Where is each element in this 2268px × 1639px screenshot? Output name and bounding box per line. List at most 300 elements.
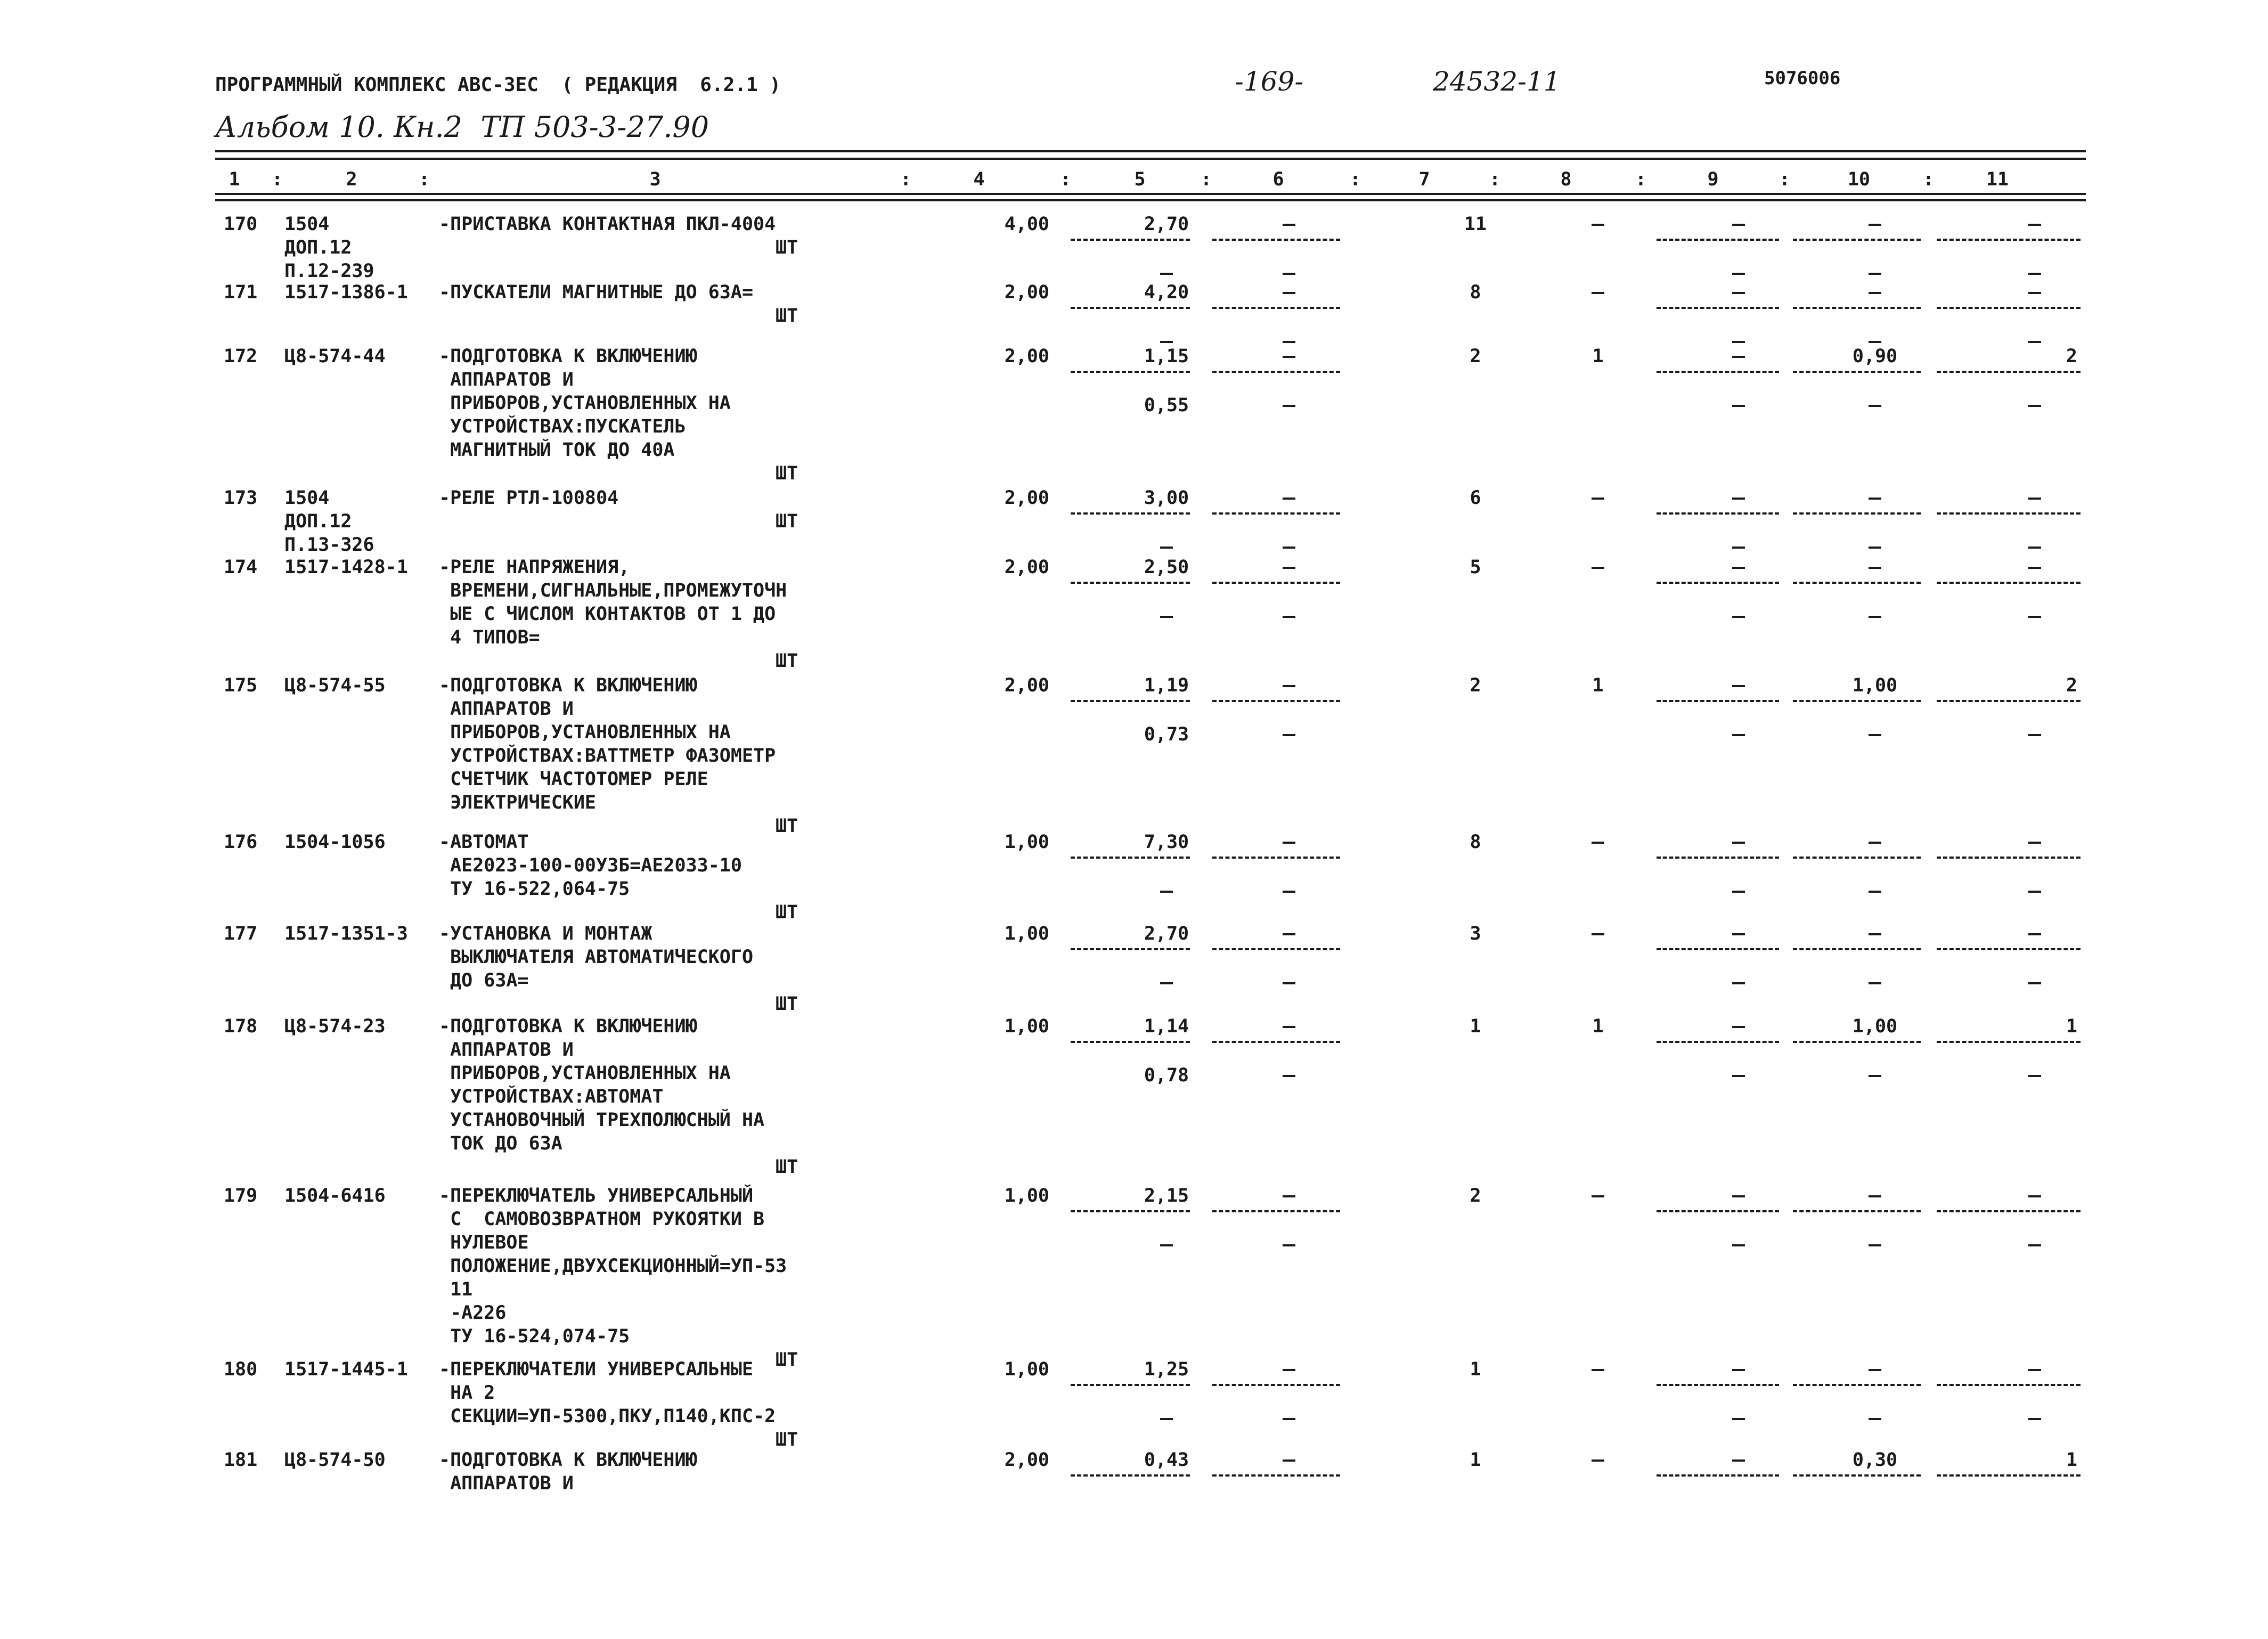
underline-col10 (1793, 239, 1921, 241)
underline-col5 (1071, 948, 1190, 950)
row-code: 1504-1056 (284, 831, 386, 853)
underline-col9 (1657, 948, 1779, 950)
underline-col5 (1071, 1041, 1190, 1043)
underline-col6 (1212, 700, 1340, 702)
col-header-10: 10 (1847, 169, 1871, 190)
row-col10-second-dash (1869, 1075, 1881, 1077)
underline-col11 (1937, 512, 2081, 515)
row-description: -ПРИСТАВКА КОНТАКТНАЯ ПКЛ-4004 (439, 214, 776, 235)
row-col8: 1 (1592, 346, 1604, 367)
row-code: 1517-1351-3 (284, 923, 408, 944)
col-header-1: 1 (229, 169, 240, 190)
underline-col6 (1212, 582, 1340, 584)
row-description: ДО 63А= (439, 970, 529, 991)
underline-col5 (1071, 371, 1190, 373)
row-col5-second-dash (1160, 1418, 1173, 1420)
row-col9-second-dash (1732, 891, 1745, 893)
row-number: 170 (224, 214, 258, 235)
row-col5: 2,15 (1144, 1185, 1189, 1206)
row-number: 178 (224, 1016, 258, 1037)
row-unit: ШТ (776, 816, 798, 837)
row-description: УСТРОЙСТВАХ:ВАТТМЕТР ФАЗОМЕТР (439, 745, 776, 767)
row-col5: 1,19 (1144, 675, 1189, 696)
underline-col10 (1793, 1474, 1921, 1477)
underline-col5 (1071, 239, 1190, 241)
row-description: НА 2 (439, 1382, 495, 1404)
underline-col10 (1793, 1041, 1921, 1043)
col-header-7: 7 (1418, 169, 1430, 190)
row-col5-second-dash (1160, 341, 1173, 343)
row-col5-second-dash (1160, 891, 1173, 893)
row-description: -УСТАНОВКА И МОНТАЖ (439, 923, 652, 944)
row-col11-second-dash (2028, 405, 2041, 407)
row-col6-second-dash (1283, 341, 1295, 343)
row-unit: ШТ (776, 902, 798, 923)
row-description: -ПОДГОТОВКА К ВКЛЮЧЕНИЮ (439, 346, 697, 367)
row-number: 179 (224, 1185, 258, 1206)
row-col9-dash (1732, 842, 1745, 844)
row-description: 11 (439, 1279, 473, 1300)
row-col6-second-dash (1283, 616, 1295, 618)
row-col8-dash (1592, 933, 1604, 935)
row-description: ТУ 16-522,064-75 (439, 878, 630, 900)
row-col11-dash (2028, 842, 2041, 844)
row-col6-second-dash (1283, 891, 1295, 893)
underline-col10 (1793, 1384, 1921, 1386)
underline-col5 (1071, 582, 1190, 584)
row-col7: 6 (1470, 487, 1481, 509)
row-col4: 1,00 (1004, 923, 1049, 944)
row-col6-dash (1283, 685, 1295, 687)
row-col11-second-dash (2028, 341, 2041, 343)
underline-col10 (1793, 857, 1921, 859)
underline-col11 (1937, 582, 2081, 584)
row-description: СЧЕТЧИК ЧАСТОТОМЕР РЕЛЕ (439, 769, 708, 790)
underline-col5 (1071, 1210, 1190, 1212)
underline-col10 (1793, 371, 1921, 373)
row-col10: 1,00 (1852, 1016, 1898, 1037)
row-unit: ШТ (776, 993, 798, 1015)
col-header-9: 9 (1707, 169, 1719, 190)
col-header-2: 2 (346, 169, 357, 190)
row-col7: 2 (1470, 346, 1481, 367)
row-col9-second-dash (1732, 405, 1745, 407)
row-col6-dash (1283, 1195, 1295, 1197)
row-col9-dash (1732, 292, 1745, 294)
underline-col6 (1212, 1210, 1340, 1212)
col-sep: : (1635, 169, 1647, 190)
row-unit: ШТ (776, 305, 798, 327)
underline-col5 (1071, 512, 1190, 515)
underline-col10 (1793, 582, 1921, 584)
row-col8-dash (1592, 1459, 1604, 1462)
underline-col5 (1071, 700, 1190, 702)
row-col6-dash (1283, 567, 1295, 569)
col-sep: : (1201, 169, 1212, 190)
underline-col5 (1071, 1384, 1190, 1386)
row-col10: 0,30 (1852, 1449, 1898, 1471)
row-col6-dash (1283, 933, 1295, 935)
row-col11-dash (2028, 567, 2041, 569)
row-description: -ПОДГОТОВКА К ВКЛЮЧЕНИЮ (439, 1449, 697, 1471)
row-col9-second-dash (1732, 982, 1745, 984)
underline-col10 (1793, 307, 1921, 309)
document-number: 5076006 (1764, 68, 1841, 89)
row-col9-second-dash (1732, 734, 1745, 736)
row-description: -ПЕРЕКЛЮЧАТЕЛЬ УНИВЕРСАЛЬНЫЙ (439, 1185, 754, 1206)
album-title: Альбом 10. Кн.2 ТП 503-3-27.90 (215, 110, 709, 144)
row-col11-dash (2028, 933, 2041, 935)
row-col6-dash (1283, 1369, 1295, 1371)
table-top-rule (215, 150, 2086, 152)
underline-col5 (1071, 307, 1190, 309)
row-col10-dash (1869, 292, 1881, 294)
row-col6-second-dash (1283, 982, 1295, 984)
row-description: ПРИБОРОВ,УСТАНОВЛЕННЫХ НА (439, 393, 731, 414)
row-col7: 8 (1470, 831, 1481, 853)
underline-col9 (1657, 512, 1779, 515)
row-col5: 4,20 (1144, 282, 1189, 303)
row-description: АППАРАТОВ И (439, 1039, 574, 1061)
row-col6-second-dash (1283, 547, 1295, 549)
row-col5: 1,14 (1144, 1016, 1189, 1037)
row-col5-second-dash (1160, 1244, 1173, 1246)
row-col10: 0,90 (1852, 346, 1898, 367)
row-code-extra: П.13-326 (284, 534, 374, 556)
row-col6-second-dash (1283, 1075, 1295, 1077)
row-col10-second-dash (1869, 1418, 1881, 1420)
row-col7: 2 (1470, 675, 1481, 696)
row-col11: 2 (2066, 675, 2077, 696)
row-col4: 4,00 (1004, 214, 1049, 235)
row-code: Ц8-574-23 (284, 1016, 386, 1037)
row-col4: 2,00 (1004, 487, 1049, 509)
underline-col9 (1657, 1041, 1779, 1043)
row-col4: 2,00 (1004, 557, 1049, 578)
row-col10-dash (1869, 1195, 1881, 1197)
row-col10-dash (1869, 498, 1881, 500)
row-description: ВРЕМЕНИ,СИГНАЛЬНЫЕ,ПРОМЕЖУТОЧН (439, 580, 787, 601)
row-col11: 1 (2066, 1016, 2077, 1037)
row-number: 176 (224, 831, 258, 853)
row-col9-second-dash (1732, 547, 1745, 549)
row-col6-second-dash (1283, 734, 1295, 736)
row-description: НУЛЕВОЕ (439, 1232, 529, 1253)
row-description: УСТРОЙСТВАХ:АВТОМАТ (439, 1086, 664, 1107)
row-unit: ШТ (776, 1156, 798, 1178)
table-top-rule-2 (215, 158, 2086, 160)
document-code: 24532-11 (1433, 66, 1561, 97)
underline-col11 (1937, 371, 2081, 373)
row-col10-second-dash (1869, 891, 1881, 893)
row-col9-second-dash (1732, 1418, 1745, 1420)
row-col5: 7,30 (1144, 831, 1189, 853)
row-col9-second-dash (1732, 616, 1745, 618)
row-description: ТУ 16-524,074-75 (439, 1326, 630, 1347)
row-col7: 11 (1464, 214, 1487, 235)
row-col6-second-dash (1283, 1244, 1295, 1246)
col-sep: : (1923, 169, 1935, 190)
row-number: 181 (224, 1449, 258, 1471)
row-col6-second-dash (1283, 273, 1295, 275)
underline-col11 (1937, 1474, 2081, 1477)
row-col8-dash (1592, 1195, 1604, 1197)
row-unit: ШТ (776, 511, 798, 532)
row-col11-second-dash (2028, 273, 2041, 275)
col-sep: : (419, 169, 430, 190)
row-description: УСТРОЙСТВАХ:ПУСКАТЕЛЬ (439, 416, 686, 437)
row-description: -ПОДГОТОВКА К ВКЛЮЧЕНИЮ (439, 675, 697, 696)
row-description: АППАРАТОВ И (439, 698, 574, 720)
row-description: -РЕЛЕ РТЛ-100804 (439, 487, 619, 509)
underline-col6 (1212, 239, 1340, 241)
underline-col9 (1657, 307, 1779, 309)
row-col10: 1,00 (1852, 675, 1898, 696)
row-code: Ц8-574-55 (284, 675, 386, 696)
row-unit: ШТ (776, 237, 798, 258)
row-col9-second-dash (1732, 1075, 1745, 1077)
row-col11-second-dash (2028, 1075, 2041, 1077)
row-col9-dash (1732, 685, 1745, 687)
row-col6-dash (1283, 1459, 1295, 1462)
row-col9-dash (1732, 1369, 1745, 1371)
row-col11-second-dash (2028, 547, 2041, 549)
row-col4: 1,00 (1004, 1359, 1049, 1380)
row-number: 177 (224, 923, 258, 944)
underline-col6 (1212, 1384, 1340, 1386)
row-code: Ц8-574-44 (284, 346, 386, 367)
underline-col9 (1657, 700, 1779, 702)
row-col5: 2,70 (1144, 214, 1189, 235)
row-description: -А226 (439, 1302, 507, 1324)
row-col11-second-dash (2028, 734, 2041, 736)
row-code: 1517-1445-1 (284, 1359, 408, 1380)
row-description: -ПУСКАТЕЛИ МАГНИТНЫЕ ДО 63А= (439, 282, 754, 303)
row-col5: 2,70 (1144, 923, 1189, 944)
row-col11-second-dash (2028, 1244, 2041, 1246)
row-col5: 3,00 (1144, 487, 1189, 509)
row-col4: 2,00 (1004, 282, 1049, 303)
row-col10-second-dash (1869, 616, 1881, 618)
row-col5-second: 0,73 (1144, 724, 1189, 745)
row-unit: ШТ (776, 1349, 798, 1371)
row-col10-second-dash (1869, 547, 1881, 549)
underline-col11 (1937, 1041, 2081, 1043)
row-col4: 1,00 (1004, 831, 1049, 853)
underline-col9 (1657, 371, 1779, 373)
row-col5: 2,50 (1144, 557, 1189, 578)
col-sep: : (272, 169, 283, 190)
row-description: АЕ2023-100-00У3Б=АЕ2033-10 (439, 855, 742, 876)
row-code-extra: ДОП.12 (284, 511, 352, 532)
col-header-8: 8 (1560, 169, 1572, 190)
row-col11: 1 (2066, 1449, 2077, 1471)
underline-col11 (1937, 857, 2081, 859)
row-col10-second-dash (1869, 734, 1881, 736)
underline-col6 (1212, 512, 1340, 515)
row-col11-second-dash (2028, 1418, 2041, 1420)
row-col7: 8 (1470, 282, 1481, 303)
row-description: УСТАНОВОЧНЫЙ ТРЕХПОЛЮСНЫЙ НА (439, 1110, 765, 1131)
underline-col6 (1212, 307, 1340, 309)
row-col7: 1 (1470, 1359, 1481, 1380)
underline-col9 (1657, 582, 1779, 584)
row-col10-second-dash (1869, 1244, 1881, 1246)
row-col8-dash (1592, 498, 1604, 500)
program-header: ПРОГРАММНЫЙ КОМПЛЕКС АВС-3ЕС ( РЕДАКЦИЯ 6.2.1 ) (215, 74, 781, 96)
col-sep: : (1350, 169, 1361, 190)
underline-col6 (1212, 857, 1340, 859)
row-col6-second-dash (1283, 405, 1295, 407)
row-col11-dash (2028, 498, 2041, 500)
underline-col10 (1793, 700, 1921, 702)
row-col9-second-dash (1732, 341, 1745, 343)
row-col9-dash (1732, 1459, 1745, 1462)
row-col11-dash (2028, 292, 2041, 294)
row-description: СЕКЦИИ=УП-5300,ПКУ,П140,КПС-2 (439, 1406, 776, 1427)
row-description: -ПЕРЕКЛЮЧАТЕЛИ УНИВЕРСАЛЬНЫЕ (439, 1359, 754, 1380)
underline-col5 (1071, 1474, 1190, 1477)
row-description: ЫЕ С ЧИСЛОМ КОНТАКТОВ ОТ 1 ДО (439, 604, 776, 625)
row-col10-dash (1869, 1369, 1881, 1371)
row-col7: 1 (1470, 1016, 1481, 1037)
row-code-extra: ДОП.12 (284, 237, 352, 258)
underline-col9 (1657, 857, 1779, 859)
row-col11-dash (2028, 1369, 2041, 1371)
row-col9-dash (1732, 224, 1745, 226)
row-description: ТОК ДО 63А (439, 1133, 562, 1154)
row-col11-dash (2028, 224, 2041, 226)
underline-col11 (1937, 700, 2081, 702)
row-description: АППАРАТОВ И (439, 1473, 574, 1494)
col-sep: : (900, 169, 912, 190)
row-unit: ШТ (776, 650, 798, 672)
col-header-11: 11 (1986, 169, 2009, 190)
row-col9-second-dash (1732, 273, 1745, 275)
row-col4: 2,00 (1004, 675, 1049, 696)
underline-col9 (1657, 1210, 1779, 1212)
col-header-6: 6 (1272, 169, 1284, 190)
row-description: -РЕЛЕ НАПРЯЖЕНИЯ, (439, 557, 630, 578)
row-code: 1504 (284, 214, 330, 235)
row-description: 4 ТИПОВ= (439, 627, 540, 648)
row-description: ПОЛОЖЕНИЕ,ДВУХСЕКЦИОННЫЙ=УП-53 (439, 1255, 787, 1277)
row-col6-dash (1283, 1026, 1295, 1028)
row-col5: 1,25 (1144, 1359, 1189, 1380)
row-col9-dash (1732, 498, 1745, 500)
underline-col11 (1937, 1384, 2081, 1386)
row-col4: 2,00 (1004, 346, 1049, 367)
row-col4: 1,00 (1004, 1185, 1049, 1206)
row-col9-dash (1732, 933, 1745, 935)
row-col8-dash (1592, 567, 1604, 569)
row-col8: 1 (1592, 675, 1604, 696)
row-code: 1504-6416 (284, 1185, 386, 1206)
row-description: МАГНИТНЫЙ ТОК ДО 40А (439, 439, 675, 461)
row-description: ВЫКЛЮЧАТЕЛЯ АВТОМАТИЧЕСКОГО (439, 947, 754, 968)
underline-col10 (1793, 1210, 1921, 1212)
row-number: 172 (224, 346, 258, 367)
row-code: Ц8-574-50 (284, 1449, 386, 1471)
underline-col9 (1657, 1384, 1779, 1386)
row-col9-dash (1732, 356, 1745, 358)
row-number: 171 (224, 282, 258, 303)
underline-col11 (1937, 1210, 2081, 1212)
row-col5-second-dash (1160, 273, 1173, 275)
row-col9-dash (1732, 1195, 1745, 1197)
row-description: ЭЛЕКТРИЧЕСКИЕ (439, 792, 597, 813)
row-col11: 2 (2066, 346, 2077, 367)
row-col10-dash (1869, 224, 1881, 226)
underline-col6 (1212, 371, 1340, 373)
row-col9-dash (1732, 1026, 1745, 1028)
row-col6-dash (1283, 842, 1295, 844)
underline-col11 (1937, 239, 2081, 241)
underline-col6 (1212, 1474, 1340, 1477)
row-description: С САМОВОЗВРАТНОМ РУКОЯТКИ В (439, 1209, 765, 1230)
row-col8-dash (1592, 1369, 1604, 1371)
underline-col10 (1793, 512, 1921, 515)
col-header-3: 3 (649, 169, 661, 190)
row-col5-second-dash (1160, 982, 1173, 984)
row-col6-dash (1283, 356, 1295, 358)
row-description: -ПОДГОТОВКА К ВКЛЮЧЕНИЮ (439, 1016, 697, 1037)
row-number: 174 (224, 557, 258, 578)
underline-col9 (1657, 1474, 1779, 1477)
row-col11-second-dash (2028, 616, 2041, 618)
row-col6-dash (1283, 498, 1295, 500)
row-code: 1517-1386-1 (284, 282, 408, 303)
row-description: АППАРАТОВ И (439, 369, 574, 390)
row-col7: 1 (1470, 1449, 1481, 1471)
row-col5-second-dash (1160, 547, 1173, 549)
row-col7: 5 (1470, 557, 1481, 578)
col-header-5: 5 (1134, 169, 1146, 190)
row-col11-second-dash (2028, 891, 2041, 893)
row-col10-second-dash (1869, 405, 1881, 407)
row-description: ПРИБОРОВ,УСТАНОВЛЕННЫХ НА (439, 722, 731, 743)
row-description: -АВТОМАТ (439, 831, 529, 853)
row-number: 180 (224, 1359, 258, 1380)
row-col8-dash (1592, 224, 1604, 226)
row-col5-second: 0,55 (1144, 395, 1189, 416)
row-col9-dash (1732, 567, 1745, 569)
row-col5-second: 0,78 (1144, 1065, 1189, 1086)
col-sep: : (1060, 169, 1072, 190)
row-col9-second-dash (1732, 1244, 1745, 1246)
row-col10-dash (1869, 567, 1881, 569)
row-col5: 0,43 (1144, 1449, 1189, 1471)
row-col4: 2,00 (1004, 1449, 1049, 1471)
row-code: 1517-1428-1 (284, 557, 408, 578)
row-code-extra: П.12-239 (284, 260, 374, 282)
row-unit: ШТ (776, 1429, 798, 1450)
underline-col5 (1071, 857, 1190, 859)
underline-col9 (1657, 239, 1779, 241)
row-col8-dash (1592, 292, 1604, 294)
row-col5-second-dash (1160, 616, 1173, 618)
row-col8-dash (1592, 842, 1604, 844)
page-number: -169- (1235, 66, 1304, 97)
underline-col6 (1212, 948, 1340, 950)
row-number: 175 (224, 675, 258, 696)
row-col11-second-dash (2028, 982, 2041, 984)
row-col10-second-dash (1869, 341, 1881, 343)
header-bottom-rule-2 (215, 199, 2086, 201)
row-col6-dash (1283, 292, 1295, 294)
row-unit: ШТ (776, 463, 798, 484)
underline-col11 (1937, 307, 2081, 309)
